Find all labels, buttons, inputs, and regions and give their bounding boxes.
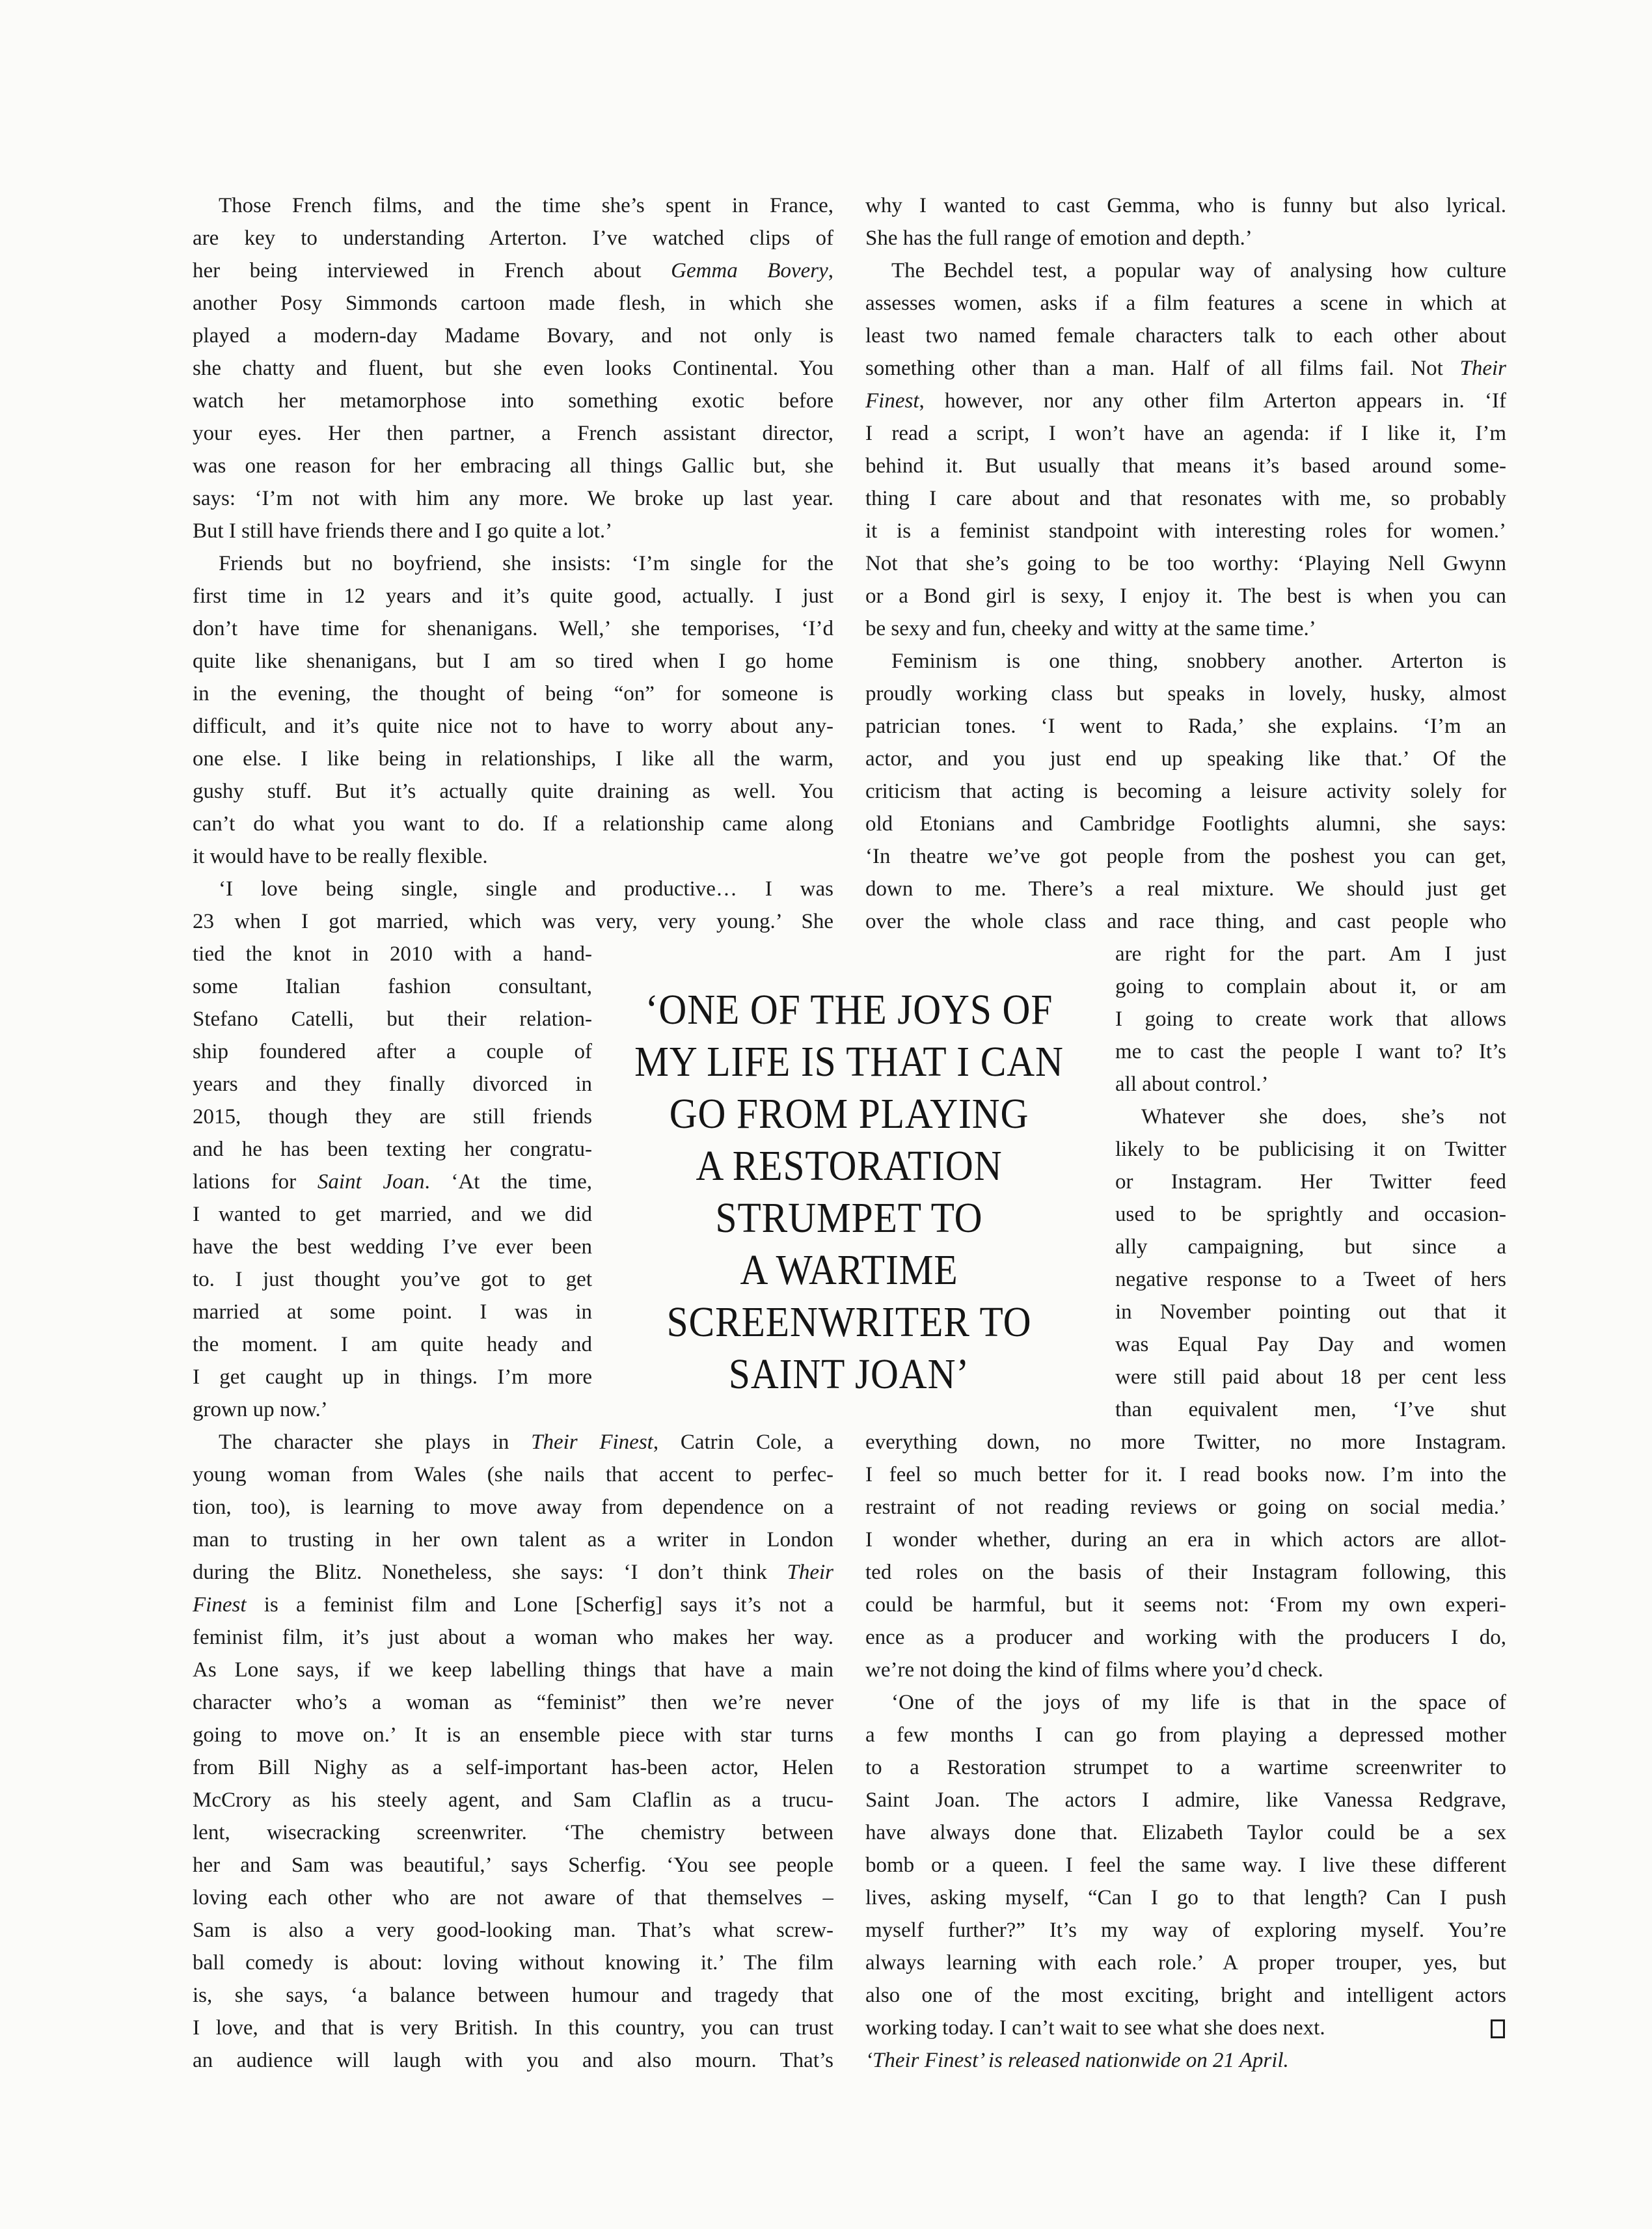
text-line: in November pointing out that it — [1115, 1300, 1506, 1324]
text-line: criticism that acting is becoming a leisure activity solely for — [865, 780, 1506, 803]
text-line: Whatever she does, she’s not — [1141, 1105, 1506, 1128]
text-line: ‘I love being single, single and productive… I was — [219, 877, 833, 901]
text-line: an audience will laugh with you and also mourn. That’s — [193, 2049, 833, 2072]
text-line: are right for the part. Am I just — [1115, 942, 1506, 966]
text-line: ‘In theatre we’ve got people from the poshest you can get, — [865, 845, 1506, 868]
text-line: over the whole class and race thing, and cast people who — [865, 910, 1506, 933]
text-line: one else. I like being in relationships, I like all the warm, — [193, 747, 833, 771]
text-line: assesses women, asks if a film features a scene in which at — [865, 292, 1506, 315]
text-line: why I wanted to cast Gemma, who is funny but also lyrical. — [865, 194, 1506, 217]
text-line: man to trusting in her own talent as a writer in London — [193, 1528, 833, 1552]
article-column-right — [865, 189, 1506, 2077]
text-line: to. I just thought you’ve got to get — [193, 1268, 592, 1291]
text-line: Saint Joan. The actors I admire, like Vanessa Redgrave, — [865, 1788, 1506, 1812]
text-line: be sexy and fun, cheeky and witty at the same time.’ — [865, 617, 1316, 640]
text-line: gushy stuff. But it’s actually quite draining as well. You — [193, 780, 833, 803]
text-line: her being interviewed in French about Gemma Bovery, — [193, 259, 833, 282]
text-line: her and Sam was beautiful,’ says Scherfig. ‘You see people — [193, 1853, 833, 1877]
text-line: quite like shenanigans, but I am so tired when I go home — [193, 650, 833, 673]
text-line: the moment. I am quite heady and — [193, 1333, 592, 1356]
text-line: from Bill Nighy as a self-important has-been actor, Helen — [193, 1756, 833, 1779]
text-line: I wanted to get married, and we did — [193, 1203, 592, 1226]
text-line: negative response to a Tweet of hers — [1115, 1268, 1506, 1291]
pull-quote-line: MY LIFE IS THAT I CAN — [634, 1038, 1064, 1086]
pull-quote-line: STRUMPET TO — [715, 1194, 983, 1242]
text-line: all about control.’ — [1115, 1073, 1269, 1096]
text-line: Those French films, and the time she’s spent in France, — [219, 194, 833, 217]
text-line: 23 when I got married, which was very, very young.’ She — [193, 910, 833, 933]
text-line: in the evening, the thought of being “on” for someone is — [193, 682, 833, 705]
text-line: I feel so much better for it. I read books now. I’m into the — [865, 1463, 1506, 1486]
text-line: patrician tones. ‘I went to Rada,’ she explains. ‘I’m an — [865, 715, 1506, 738]
pull-quote-line: ‘ONE OF THE JOYS OF — [645, 986, 1053, 1033]
text-line: thing I care about and that resonates with me, so probably — [865, 487, 1506, 510]
text-line: some Italian fashion consultant, — [193, 975, 592, 998]
end-of-article-marker — [1491, 2019, 1505, 2038]
text-line: bomb or a queen. I feel the same way. I live these different — [865, 1853, 1506, 1877]
text-line: Stefano Catelli, but their relation- — [193, 1007, 592, 1031]
text-line: lations for Saint Joan. ‘At the time, — [193, 1170, 592, 1194]
text-line: Friends but no boyfriend, she insists: ‘I’m single for the — [219, 552, 833, 575]
text-line: ‘One of the joys of my life is that in the space of — [891, 1691, 1506, 1714]
text-line: But I still have friends there and I go quite a lot.’ — [193, 519, 613, 543]
text-line: tied the knot in 2010 with a hand- — [193, 942, 592, 966]
text-line: ted roles on the basis of their Instagram following, this — [865, 1561, 1506, 1584]
text-line: is, she says, ‘a balance between humour and tragedy that — [193, 1984, 833, 2007]
text-line: I love, and that is very British. In this country, you can trust — [193, 2016, 833, 2040]
text-line: ship foundered after a couple of — [193, 1040, 592, 1063]
text-line: during the Blitz. Nonetheless, she says: ‘I don’t think Their — [193, 1561, 833, 1584]
text-line: can’t do what you want to do. If a relationship came along — [193, 812, 833, 836]
pull-quote-line: SCREENWRITER TO — [666, 1298, 1032, 1346]
text-line: likely to be publicising it on Twitter — [1115, 1138, 1506, 1161]
text-line: down to me. There’s a real mixture. We should just get — [865, 877, 1506, 901]
text-line: ally campaigning, but since a — [1115, 1235, 1506, 1259]
pull-quote-line: GO FROM PLAYING — [669, 1090, 1029, 1138]
text-line: me to cast the people I want to? It’s — [1115, 1040, 1506, 1063]
text-line: lives, asking myself, “Can I go to that length? Can I push — [865, 1886, 1506, 1909]
text-line: don’t have time for shenanigans. Well,’ she temporises, ‘I’d — [193, 617, 833, 640]
text-line: Feminism is one thing, snobbery another. Arterton is — [891, 650, 1506, 673]
text-line: restraint of not reading reviews or going on social media.’ — [865, 1496, 1506, 1519]
text-line: first time in 12 years and it’s quite good, actually. I just — [193, 584, 833, 608]
text-line: behind it. But usually that means it’s based around some- — [865, 454, 1506, 478]
text-line: grown up now.’ — [193, 1398, 328, 1421]
text-line: tion, too), is learning to move away from dependence on a — [193, 1496, 833, 1519]
text-line: your eyes. Her then partner, a French assistant director, — [193, 422, 833, 445]
text-line: played a modern-day Madame Bovary, and not only is — [193, 324, 833, 348]
text-line: ball comedy is about: loving without knowing it.’ The film — [193, 1951, 833, 1975]
text-line: loving each other who are not aware of that themselves – — [193, 1886, 833, 1909]
text-line: was one reason for her embracing all things Gallic but, she — [193, 454, 833, 478]
text-line: going to complain about it, or am — [1115, 975, 1506, 998]
text-line: I going to create work that allows — [1115, 1007, 1506, 1031]
text-line: another Posy Simmonds cartoon made flesh, in which she — [193, 292, 833, 315]
text-line: I read a script, I won’t have an agenda: if I like it, I’m — [865, 422, 1506, 445]
text-line: old Etonians and Cambridge Footlights alumni, she says: — [865, 812, 1506, 836]
text-line: we’re not doing the kind of films where you’d check. — [865, 1658, 1323, 1682]
text-line: The Bechdel test, a popular way of analysing how culture — [891, 259, 1506, 282]
text-line: working today. I can’t wait to see what she does next. — [865, 2012, 1506, 2044]
text-line: ence as a producer and working with the producers I do, — [865, 1626, 1506, 1649]
text-line: Finest is a feminist film and Lone [Scherfig] says it’s not a — [193, 1593, 833, 1617]
text-line: everything down, no more Twitter, no more Instagram. — [865, 1430, 1506, 1454]
text-line: McCrory as his steely agent, and Sam Claflin as a trucu- — [193, 1788, 833, 1812]
text-line: Sam is also a very good-looking man. That’s what screw- — [193, 1919, 833, 1942]
text-line: Finest, however, nor any other film Arterton appears in. ‘If — [865, 389, 1506, 413]
text-line: something other than a man. Half of all films fail. Not Their — [865, 357, 1506, 380]
text-line: She has the full range of emotion and depth.’ — [865, 226, 1253, 250]
text-line: young woman from Wales (she nails that accent to perfec- — [193, 1463, 833, 1486]
text-line: watch her metamorphose into something exotic before — [193, 389, 833, 413]
text-line: difficult, and it’s quite nice not to have to worry about any- — [193, 715, 833, 738]
text-line: are key to understanding Arterton. I’ve watched clips of — [193, 226, 833, 250]
text-line: used to be sprightly and occasion- — [1115, 1203, 1506, 1226]
text-line: feminist film, it’s just about a woman who makes her way. — [193, 1626, 833, 1649]
release-credit-line: ‘Their Finest’ is released nationwide on 21 April. — [865, 2049, 1289, 2072]
text-line: years and they finally divorced in — [193, 1073, 592, 1096]
text-line: or Instagram. Her Twitter feed — [1115, 1170, 1506, 1194]
text-line: it is a feminist standpoint with interesting roles for women.’ — [865, 519, 1506, 543]
text-line: than equivalent men, ‘I’ve shut — [1115, 1398, 1506, 1421]
text-line: also one of the most exciting, bright and intelligent actors — [865, 1984, 1506, 2007]
text-line: As Lone says, if we keep labelling things that have a main — [193, 1658, 833, 1682]
text-line: 2015, though they are still friends — [193, 1105, 592, 1128]
text-line: a few months I can go from playing a depressed mother — [865, 1723, 1506, 1747]
text-line: was Equal Pay Day and women — [1115, 1333, 1506, 1356]
text-line: and he has been texting her congratu- — [193, 1138, 592, 1161]
text-line: I get caught up in things. I’m more — [193, 1365, 592, 1389]
text-line: I wonder whether, during an era in which actors are allot- — [865, 1528, 1506, 1552]
text-line: it would have to be really flexible. — [193, 845, 488, 868]
text-line: proudly working class but speaks in lovely, husky, almost — [865, 682, 1506, 705]
text-line: lent, wisecracking screenwriter. ‘The chemistry between — [193, 1821, 833, 1844]
text-line: says: ‘I’m not with him any more. We broke up last year. — [193, 487, 833, 510]
text-line: Not that she’s going to be too worthy: ‘Playing Nell Gwynn — [865, 552, 1506, 575]
text-line: myself further?” It’s my way of exploring myself. You’re — [865, 1919, 1506, 1942]
text-line: could be harmful, but it seems not: ‘From my own experi- — [865, 1593, 1506, 1617]
text-line: going to move on.’ It is an ensemble piece with star turns — [193, 1723, 833, 1747]
text-line: to a Restoration strumpet to a wartime screenwriter to — [865, 1756, 1506, 1779]
text-line: have the best wedding I’ve ever been — [193, 1235, 592, 1259]
text-line: have always done that. Elizabeth Taylor could be a sex — [865, 1821, 1506, 1844]
text-line: least two named female characters talk to each other about — [865, 324, 1506, 348]
pull-quote-line: A RESTORATION — [696, 1142, 1003, 1190]
text-line: actor, and you just end up speaking like that.’ Of the — [865, 747, 1506, 771]
pull-quote-line: SAINT JOAN’ — [728, 1350, 970, 1398]
pull-quote-line: A WARTIME — [740, 1246, 958, 1294]
text-line: married at some point. I was in — [193, 1300, 592, 1324]
text-line: she chatty and fluent, but she even looks Continental. You — [193, 357, 833, 380]
text-line: The character she plays in Their Finest, Catrin Cole, a — [219, 1430, 833, 1454]
text-line: were still paid about 18 per cent less — [1115, 1365, 1506, 1389]
text-line: or a Bond girl is sexy, I enjoy it. The best is when you can — [865, 584, 1506, 608]
text-line: character who’s a woman as “feminist” then we’re never — [193, 1691, 833, 1714]
text-line: always learning with each role.’ A proper trouper, yes, but — [865, 1951, 1506, 1975]
